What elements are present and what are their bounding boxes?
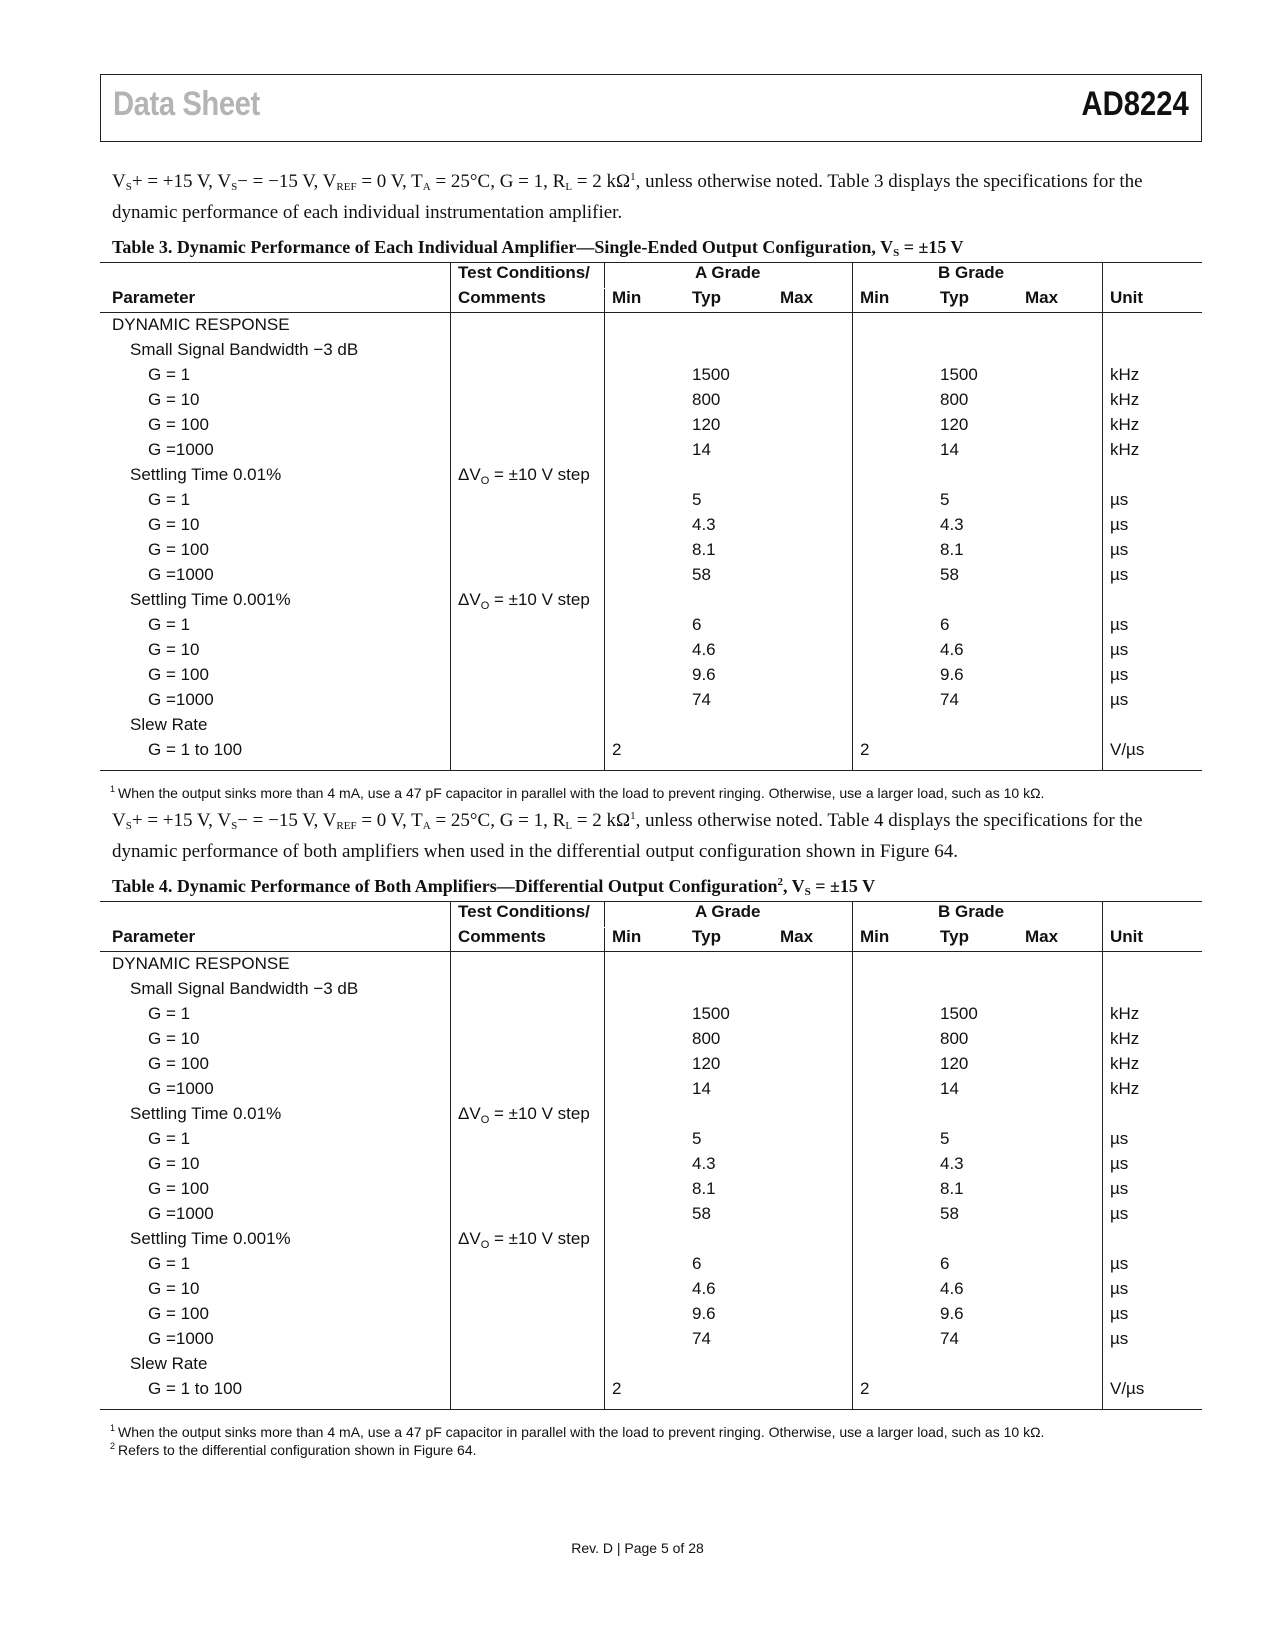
header-a-max: Max bbox=[780, 927, 814, 946]
header-bottom-rule bbox=[100, 951, 1202, 952]
row-parameter: G = 1 bbox=[148, 490, 191, 509]
row-a-typ: 120 bbox=[692, 1054, 721, 1073]
row-unit: µs bbox=[1110, 490, 1129, 509]
table-4-caption: Table 4. Dynamic Performance of Both Amplifiers—Differential Output Configuration$^2$, $V_S = \pm 15$ V bbox=[112, 876, 876, 898]
table-top-rule bbox=[100, 262, 1202, 263]
row-unit: µs bbox=[1110, 615, 1129, 634]
column-divider bbox=[1102, 901, 1103, 1409]
row-parameter: G = 10 bbox=[148, 1279, 200, 1298]
row-a-typ: 120 bbox=[692, 415, 721, 434]
header-parameter: Parameter bbox=[112, 927, 196, 946]
row-a-typ: 1500 bbox=[692, 365, 730, 384]
row-unit: µs bbox=[1110, 1154, 1129, 1173]
row-a-typ: 8.1 bbox=[692, 540, 716, 559]
row-a-typ: 74 bbox=[692, 1329, 711, 1348]
header-a-typ: Typ bbox=[692, 288, 721, 307]
page-footer: Rev. D | Page 5 of 28 bbox=[571, 1540, 704, 1556]
header-a-typ: Typ bbox=[692, 927, 721, 946]
intro-paragraph-2: $V_S+ = +15$ V, $V_S- = -15$ V, $V_{REF} = 0$ V, $T_A = 25^\circ C$, G = 1, $R_L = 2$ $k\Omega^1$, unless otherwise noted. Table 4 displays the specifications for the dynamic performance of both amplifiers when used in the differential output configuration shown in Figure 64. bbox=[112, 810, 1143, 862]
row-parameter: G = 1 bbox=[148, 1254, 191, 1273]
row-parameter: G = 10 bbox=[148, 1154, 200, 1173]
row-b-typ: 58 bbox=[940, 1204, 959, 1223]
row-unit: µs bbox=[1110, 565, 1129, 584]
row-parameter: Settling Time 0.01% bbox=[130, 465, 282, 484]
row-unit: µs bbox=[1110, 690, 1129, 709]
row-b-typ: 74 bbox=[940, 1329, 959, 1348]
column-divider bbox=[604, 901, 605, 1409]
row-b-typ: 120 bbox=[940, 415, 969, 434]
row-unit: kHz bbox=[1110, 1029, 1140, 1048]
row-b-typ: 8.1 bbox=[940, 540, 964, 559]
row-parameter: Slew Rate bbox=[130, 715, 208, 734]
table-3-caption: Table 3. Dynamic Performance of Each Individual Amplifier—Single-Ended Output Configuration, $V_S = \pm 15$ V bbox=[112, 237, 964, 259]
row-parameter: Settling Time 0.01% bbox=[130, 1104, 282, 1123]
row-parameter: Settling Time 0.001% bbox=[130, 590, 291, 609]
row-parameter: G = 100 bbox=[148, 540, 209, 559]
row-parameter: G = 100 bbox=[148, 665, 209, 684]
row-a-typ: 14 bbox=[692, 440, 711, 459]
row-unit: kHz bbox=[1110, 440, 1140, 459]
row-parameter: G =1000 bbox=[148, 690, 214, 709]
header-a-grade: A Grade bbox=[695, 902, 761, 921]
row-parameter: DYNAMIC RESPONSE bbox=[112, 954, 290, 973]
row-parameter: G = 10 bbox=[148, 390, 200, 409]
header-a-min: Min bbox=[612, 927, 642, 946]
column-divider bbox=[450, 262, 451, 770]
header-a-max: Max bbox=[780, 288, 814, 307]
row-b-typ: 4.3 bbox=[940, 515, 964, 534]
row-unit: µs bbox=[1110, 665, 1129, 684]
row-unit: µs bbox=[1110, 1329, 1129, 1348]
row-b-min: 2 bbox=[860, 1379, 870, 1398]
row-b-typ: 8.1 bbox=[940, 1179, 964, 1198]
row-b-typ: 9.6 bbox=[940, 1304, 964, 1323]
row-unit: µs bbox=[1110, 1304, 1129, 1323]
table-top-rule bbox=[100, 901, 1202, 902]
row-unit: µs bbox=[1110, 1129, 1129, 1148]
row-b-typ: 4.6 bbox=[940, 640, 964, 659]
row-a-typ: 1500 bbox=[692, 1004, 730, 1023]
header-b-typ: Typ bbox=[940, 927, 969, 946]
row-parameter: G = 1 bbox=[148, 615, 191, 634]
row-a-typ: 58 bbox=[692, 1204, 711, 1223]
column-divider bbox=[852, 901, 853, 1409]
doc-type-label: Data Sheet bbox=[113, 85, 260, 123]
row-a-typ: 9.6 bbox=[692, 1304, 716, 1323]
row-parameter: G = 1 bbox=[148, 1004, 191, 1023]
header-a-min: Min bbox=[612, 288, 642, 307]
row-b-typ: 5 bbox=[940, 490, 950, 509]
row-b-typ: 14 bbox=[940, 440, 959, 459]
row-b-typ: 120 bbox=[940, 1054, 969, 1073]
row-a-typ: 4.3 bbox=[692, 515, 716, 534]
header-comments: Comments bbox=[458, 927, 546, 946]
row-parameter: Settling Time 0.001% bbox=[130, 1229, 291, 1248]
row-b-typ: 58 bbox=[940, 565, 959, 584]
row-parameter: G = 1 bbox=[148, 365, 191, 384]
header-b-grade: B Grade bbox=[938, 263, 1005, 282]
row-a-typ: 6 bbox=[692, 1254, 702, 1273]
row-parameter: G = 10 bbox=[148, 515, 200, 534]
row-a-typ: 800 bbox=[692, 1029, 721, 1048]
row-b-typ: 1500 bbox=[940, 365, 978, 384]
row-unit: µs bbox=[1110, 515, 1129, 534]
row-parameter: G =1000 bbox=[148, 1079, 214, 1098]
row-b-typ: 5 bbox=[940, 1129, 950, 1148]
row-unit: kHz bbox=[1110, 1004, 1140, 1023]
row-b-typ: 4.6 bbox=[940, 1279, 964, 1298]
row-test-condition: $\Delta V_O = \pm 10$ V step bbox=[458, 590, 590, 612]
row-unit: µs bbox=[1110, 1204, 1129, 1223]
row-a-typ: 800 bbox=[692, 390, 721, 409]
row-a-typ: 4.3 bbox=[692, 1154, 716, 1173]
header-b-min: Min bbox=[860, 927, 890, 946]
row-unit: µs bbox=[1110, 1279, 1129, 1298]
table-4-footnote-2: $^2$ Refers to the differential configuration shown in Figure 64. bbox=[110, 1441, 477, 1458]
row-a-typ: 6 bbox=[692, 615, 702, 634]
row-a-min: 2 bbox=[612, 740, 622, 759]
row-unit: kHz bbox=[1110, 415, 1140, 434]
row-parameter: G = 1 to 100 bbox=[148, 1379, 243, 1398]
row-parameter: DYNAMIC RESPONSE bbox=[112, 315, 290, 334]
row-unit: µs bbox=[1110, 1254, 1129, 1273]
row-unit: V/µs bbox=[1110, 1379, 1145, 1398]
row-b-typ: 800 bbox=[940, 390, 969, 409]
header-unit: Unit bbox=[1110, 288, 1144, 307]
header-a-grade: A Grade bbox=[695, 263, 761, 282]
row-unit: µs bbox=[1110, 1179, 1129, 1198]
row-a-typ: 4.6 bbox=[692, 640, 716, 659]
table-4-footnote-1: $^1$ When the output sinks more than 4 mA, use a 47 pF capacitor in parallel with the load to prevent ringing. Otherwise, use a larger load, such as 10 kΩ. bbox=[110, 1423, 1045, 1440]
row-b-typ: 4.3 bbox=[940, 1154, 964, 1173]
table-3 bbox=[100, 262, 1202, 782]
row-parameter: G = 1 bbox=[148, 1129, 191, 1148]
row-b-min: 2 bbox=[860, 740, 870, 759]
table-bottom-rule bbox=[100, 770, 1202, 771]
row-a-typ: 8.1 bbox=[692, 1179, 716, 1198]
row-parameter: G = 100 bbox=[148, 1304, 209, 1323]
row-parameter: G = 100 bbox=[148, 415, 209, 434]
row-a-typ: 5 bbox=[692, 490, 702, 509]
row-unit: kHz bbox=[1110, 1054, 1140, 1073]
header-b-max: Max bbox=[1025, 927, 1059, 946]
row-a-typ: 5 bbox=[692, 1129, 702, 1148]
header-parameter: Parameter bbox=[112, 288, 196, 307]
header-unit: Unit bbox=[1110, 927, 1144, 946]
row-parameter: G = 10 bbox=[148, 640, 200, 659]
row-parameter: G = 10 bbox=[148, 1029, 200, 1048]
row-unit: V/µs bbox=[1110, 740, 1145, 759]
column-divider bbox=[604, 262, 605, 770]
row-parameter: G =1000 bbox=[148, 440, 214, 459]
row-b-typ: 74 bbox=[940, 690, 959, 709]
header-b-min: Min bbox=[860, 288, 890, 307]
row-parameter: G =1000 bbox=[148, 565, 214, 584]
header-b-grade: B Grade bbox=[938, 902, 1005, 921]
row-a-typ: 4.6 bbox=[692, 1279, 716, 1298]
table-4 bbox=[100, 901, 1202, 1421]
row-b-typ: 6 bbox=[940, 1254, 950, 1273]
row-unit: kHz bbox=[1110, 365, 1140, 384]
row-unit: kHz bbox=[1110, 390, 1140, 409]
header-test-conditions: Test Conditions/ bbox=[458, 902, 590, 921]
header-b-max: Max bbox=[1025, 288, 1059, 307]
row-unit: kHz bbox=[1110, 1079, 1140, 1098]
row-b-typ: 800 bbox=[940, 1029, 969, 1048]
row-b-typ: 1500 bbox=[940, 1004, 978, 1023]
row-unit: µs bbox=[1110, 640, 1129, 659]
part-number: AD8224 bbox=[1081, 85, 1189, 123]
table-3-footnote: $^1$ When the output sinks more than 4 mA, use a 47 pF capacitor in parallel with the load to prevent ringing. Otherwise, use a larger load, such as 10 kΩ. bbox=[110, 784, 1045, 801]
row-a-typ: 14 bbox=[692, 1079, 711, 1098]
column-divider bbox=[450, 901, 451, 1409]
row-a-min: 2 bbox=[612, 1379, 622, 1398]
row-parameter: Small Signal Bandwidth −3 dB bbox=[130, 979, 359, 998]
row-a-typ: 9.6 bbox=[692, 665, 716, 684]
row-b-typ: 9.6 bbox=[940, 665, 964, 684]
row-a-typ: 74 bbox=[692, 690, 711, 709]
row-parameter: G =1000 bbox=[148, 1204, 214, 1223]
row-parameter: Small Signal Bandwidth −3 dB bbox=[130, 340, 359, 359]
column-divider bbox=[852, 262, 853, 770]
row-unit: µs bbox=[1110, 540, 1129, 559]
header-b-typ: Typ bbox=[940, 288, 969, 307]
header-test-conditions: Test Conditions/ bbox=[458, 263, 590, 282]
row-b-typ: 14 bbox=[940, 1079, 959, 1098]
row-parameter: G = 100 bbox=[148, 1054, 209, 1073]
row-a-typ: 58 bbox=[692, 565, 711, 584]
page-header bbox=[100, 74, 1202, 142]
intro-paragraph-1: $V_S+ = +15$ V, $V_S- = -15$ V, $V_{REF} = 0$ V, $T_A = 25^\circ C$, G = 1, $R_L = 2$ $k\Omega^1$, unless otherwise noted. Table 3 displays the specifications for the dynamic performance of each individual instrumentation amplifier. bbox=[112, 171, 1143, 223]
row-test-condition: $\Delta V_O = \pm 10$ V step bbox=[458, 465, 590, 487]
row-parameter: G = 100 bbox=[148, 1179, 209, 1198]
row-test-condition: $\Delta V_O = \pm 10$ V step bbox=[458, 1104, 590, 1126]
row-b-typ: 6 bbox=[940, 615, 950, 634]
column-divider bbox=[1102, 262, 1103, 770]
table-bottom-rule bbox=[100, 1409, 1202, 1410]
row-parameter: G = 1 to 100 bbox=[148, 740, 243, 759]
row-parameter: G =1000 bbox=[148, 1329, 214, 1348]
row-parameter: Slew Rate bbox=[130, 1354, 208, 1373]
header-bottom-rule bbox=[100, 312, 1202, 313]
row-test-condition: $\Delta V_O = \pm 10$ V step bbox=[458, 1229, 590, 1251]
header-comments: Comments bbox=[458, 288, 546, 307]
